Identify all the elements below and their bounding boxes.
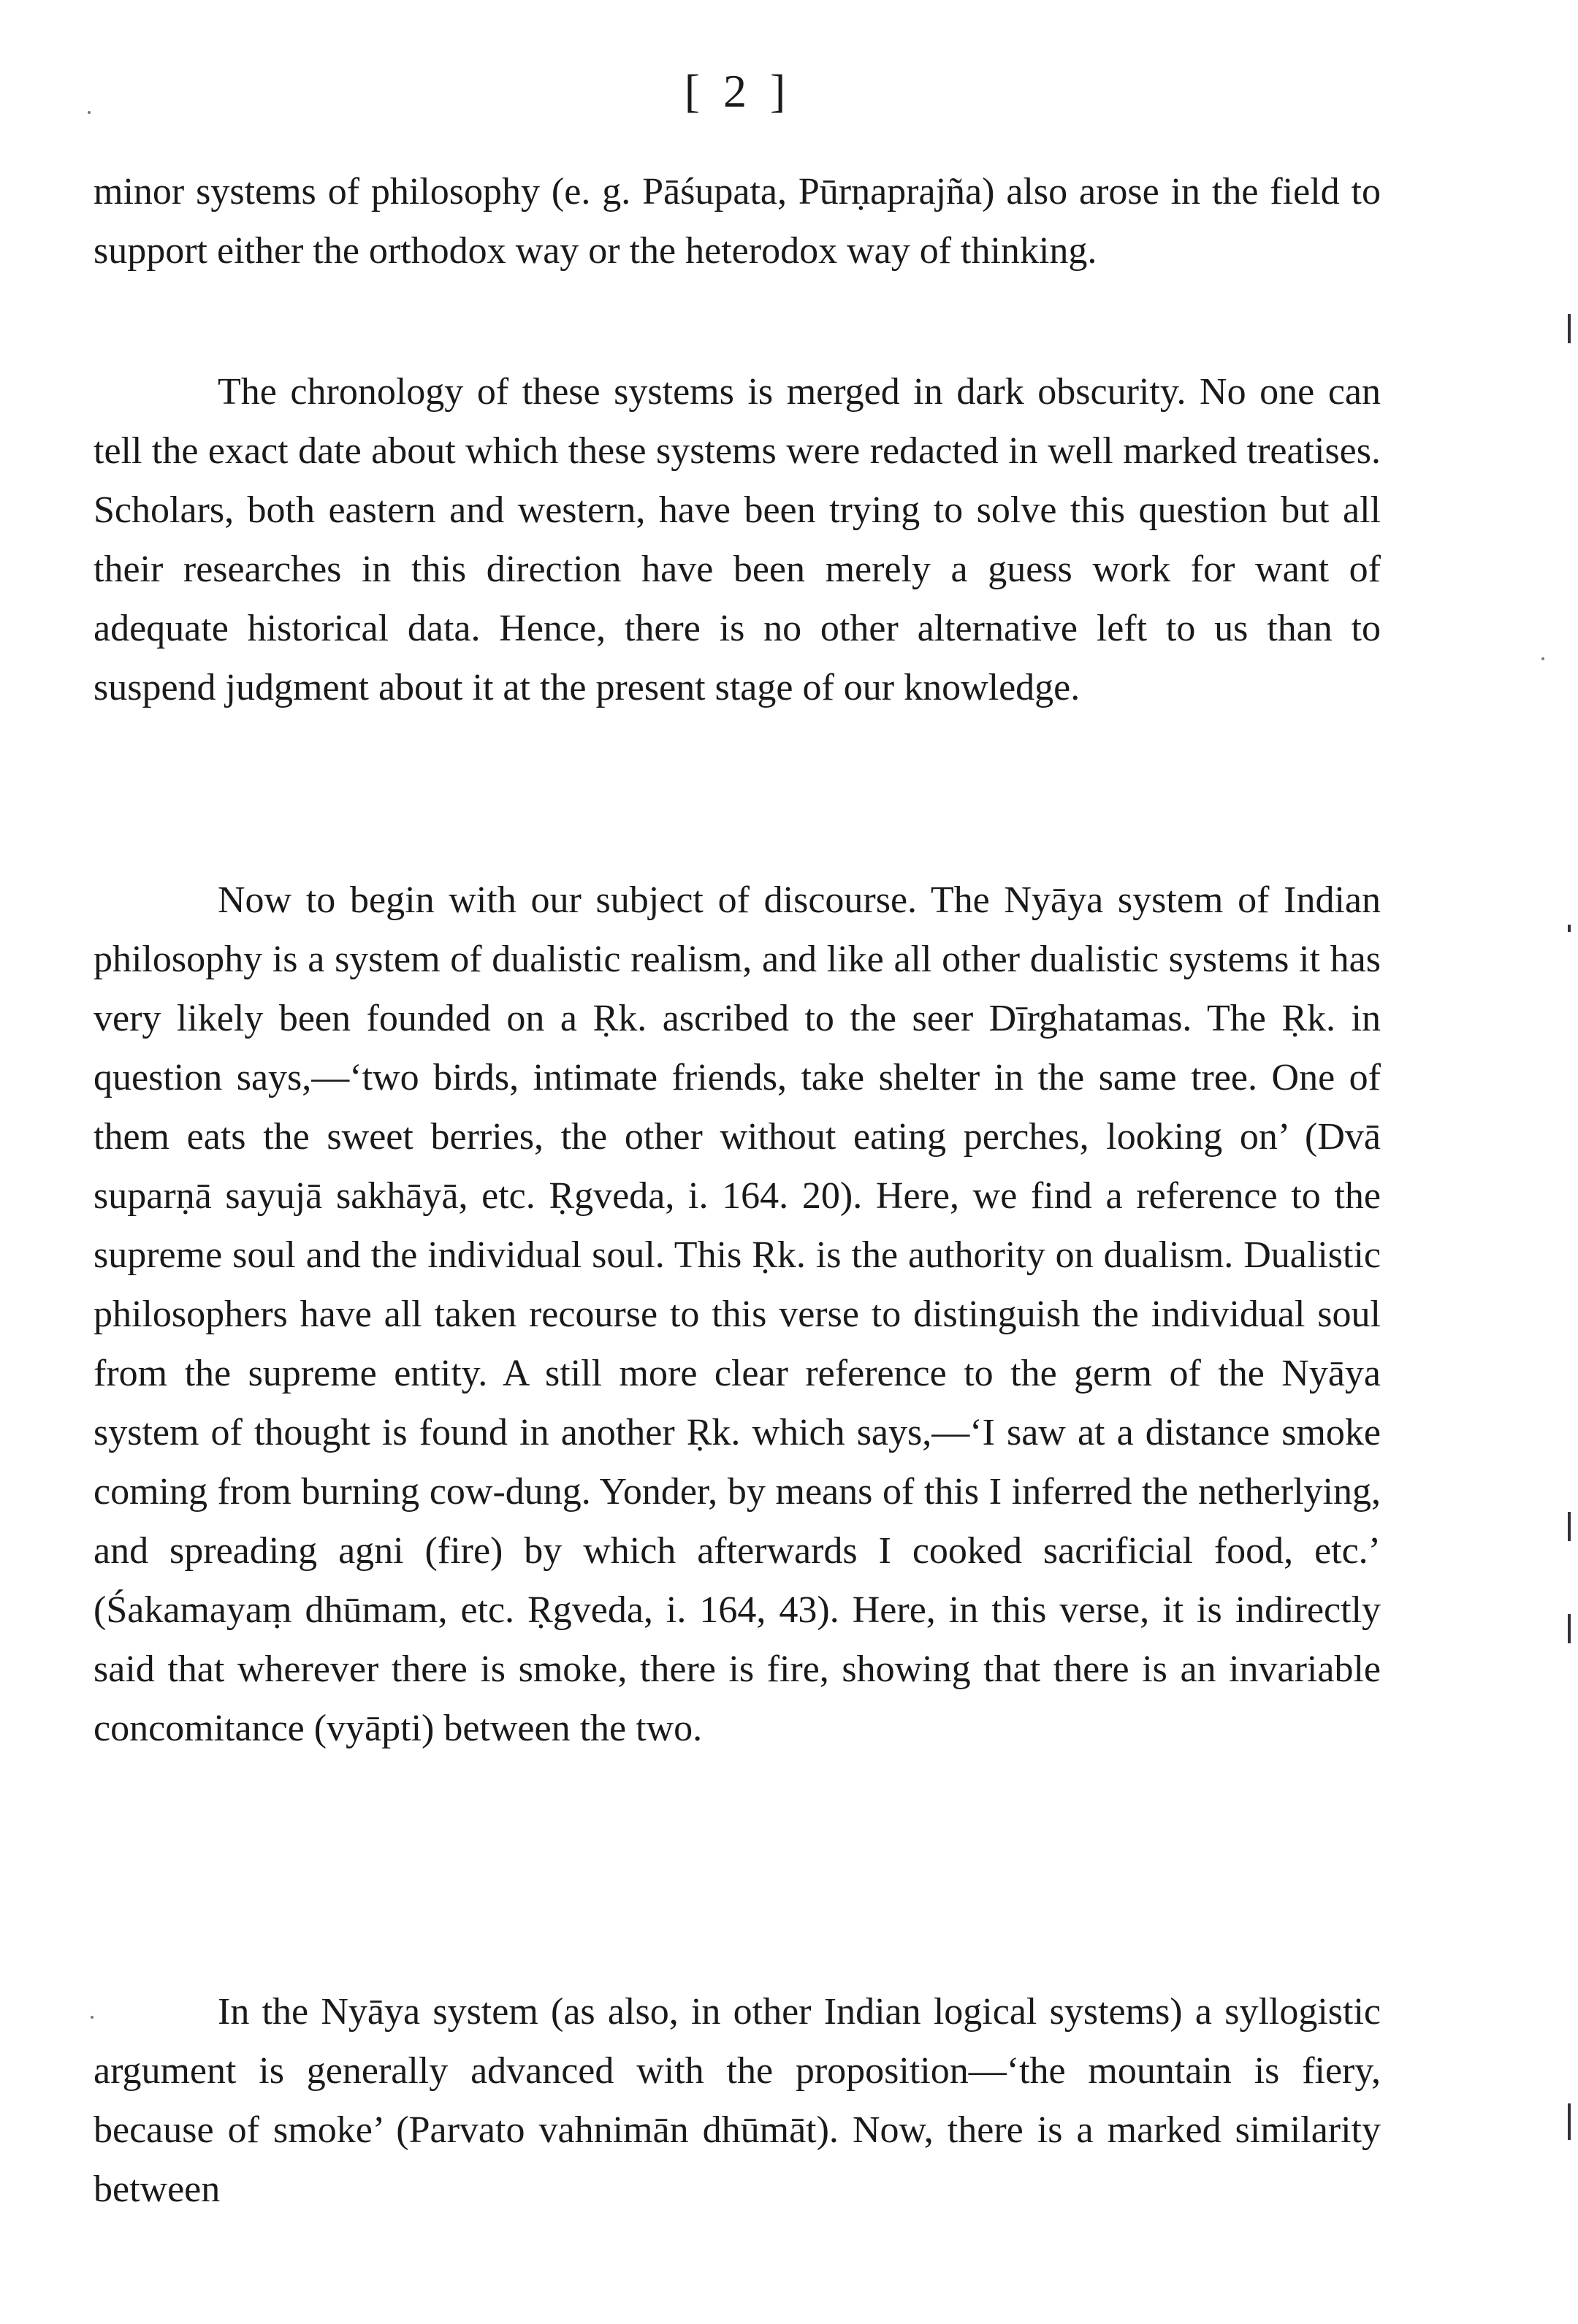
paragraph-nyaya-origins: Now to begin with our subject of discourse. The Nyāya system of Indian philosophy is a system of dualistic realism, and like all other dualistic systems it has very likely been founded on a Ṛk. ascribed to the seer Dīrghatamas. The Ṛk. in question says,—‘two birds, intimate friends, take shelter in the same tree. One of them eats the sweet berries, the other without eating perches, looking on’ (Dvā suparṇā sayujā sakhāyā, etc. Ṛgveda, i. 164. 20). Here, we find a reference to the supreme soul and the individual soul. This Ṛk. is the authority on dualism. Dualistic philosophers have all taken recourse to this verse to distinguish the individual soul from the supreme entity. A still more clear reference to the germ of the Nyāya system of thought is found in another Ṛk. which says,—‘I saw at a distance smoke coming from burning cow-dung. Yonder, by means of this I inferred the netherlying, and spreading agni (fire) by which afterwards I cooked sacrificial food, etc.’ (Śakamayaṃ dhūmam, etc. Ṛgveda, i. 164, 43). Here, in this verse, it is indirectly said that wherever there is smoke, there is fire, showing that there is an invariable concomitance (vyāpti) between the two. [94, 879, 1381, 1749]
scan-dot [91, 2016, 94, 2019]
paragraph-chronology: The chronology of these systems is merged in dark obscurity. No one can tell the exact date about which these systems were redacted in well marked treatises. Scholars, both eastern and western, have been trying to solve this question but all their researches in this direction have been merely a guess work for want of adequate historical data. Hence, there is no other alternative left to us than to suspend judgment about it at the present stage of our knowledge. [94, 371, 1381, 708]
scan-mark [1568, 1614, 1571, 1643]
scan-dot [88, 111, 91, 114]
scan-dot [1541, 657, 1544, 660]
scan-mark [1568, 1512, 1571, 1541]
scan-mark [1568, 925, 1571, 932]
scan-mark [1568, 2103, 1571, 2140]
paragraph-continuation: minor systems of philosophy (e. g. Pāśupata, Pūrṇaprajña) also arose in the field to support either the orthodox way or the heterodox way of thinking. [94, 171, 1381, 272]
paragraph-syllogism: In the Nyāya system (as also, in other Indian logical systems) a syllogistic argument is generally advanced with the proposition—‘the mountain is fiery, because of smoke’ (Parvato vahnimān dhūmāt). Now, there is a marked similarity between [94, 1991, 1381, 2210]
page-number: [ 2 ] [684, 65, 792, 117]
scan-mark [1568, 314, 1571, 343]
